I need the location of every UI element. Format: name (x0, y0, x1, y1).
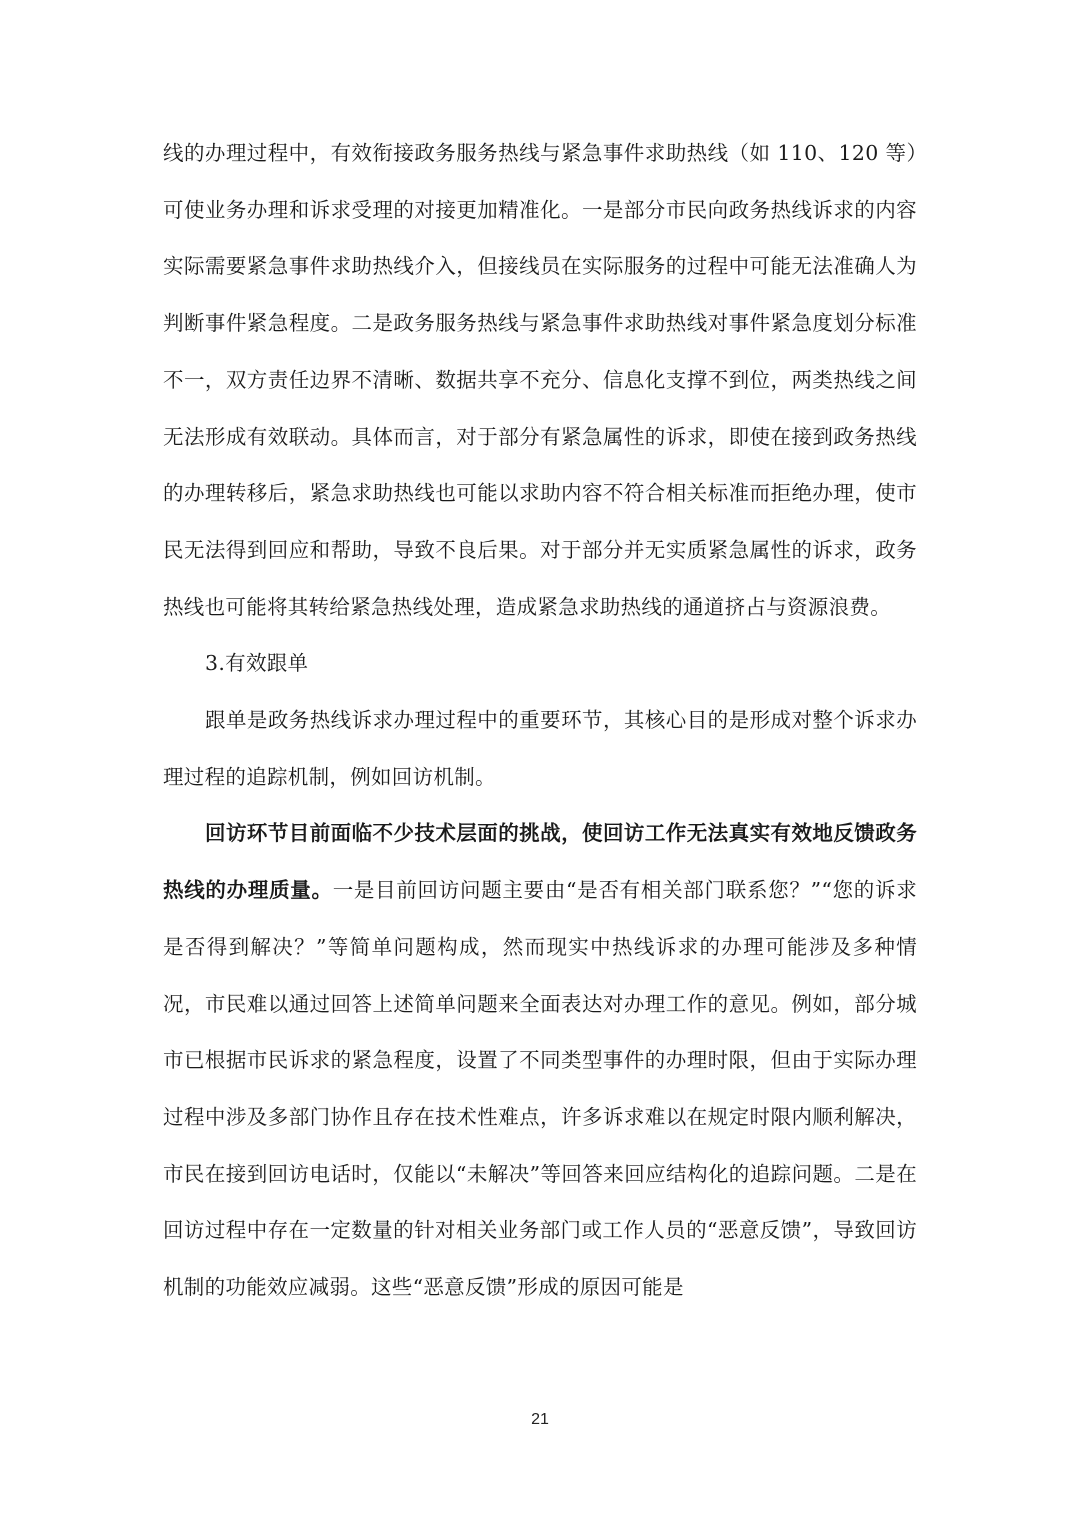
section-heading-effective-follow-up: 3.有效跟单 (205, 651, 309, 676)
paragraph-follow-up-definition: 跟单是政务热线诉求办理过程中的重要环节，其核心目的是形成对整个诉求办理过程的追踪机制，例如回访机制。 (163, 708, 917, 789)
paragraph-hotline-coordination: 线的办理过程中，有效衔接政务服务热线与紧急事件求助热线（如 110、120 等）可使业务办理和诉求受理的对接更加精准化。一是部分市民向政务热线诉求的内容实际需要紧急事件求助热线介入，但接线员在实际服务的过程中可能无法准确人为判断事件紧急程度。二是政务服务热线与紧急事件求助热线对事件紧急度划分标准不一，双方责任边界不清晰、数据共享不充分、信息化支撑不到位，两类热线之间无法形成有效联动。具体而言，对于部分有紧急属性的诉求，即使在接到政务热线的办理转移后，紧急求助热线也可能以求助内容不符合相关标准而拒绝办理，使市民无法得到回应和帮助，导致不良后果。对于部分并无实质紧急属性的诉求，政务热线也可能将其转给紧急热线处理，造成紧急求助热线的通道挤占与资源浪费。 (163, 141, 917, 619)
paragraph-return-visit-challenges (163, 805, 917, 1315)
paragraph-continuation: 一是目前回访问题主要由“是否有相关部门联系您？”“您的诉求是否得到解决？”等简单问题构成，然而现实中热线诉求的办理可能涉及多种情况，市民难以通过回答上述简单问题来全面表达对办理工作的意见。例如，部分城市已根据市民诉求的紧急程度，设置了不同类型事件的办理时限，但由于实际办理过程中涉及多部门协作且存在技术性难点，许多诉求难以在规定时限内顺利解决，市民在接到回访电话时，仅能以“未解决”等回答来回应结构化的追踪问题。二是在回访过程中存在一定数量的针对相关业务部门或工作人员的“恶意反馈”，导致回访机制的功能效应减弱。这些“恶意反馈”形成的原因可能是 (163, 878, 917, 1300)
bold-lead-sentence: 回访环节目前面临不少技术层面的挑战，使回访工作无法真实有效地反馈政务热线的办理质量。 (163, 821, 917, 903)
body-text (163, 125, 917, 1316)
page-number: 21 (531, 1411, 549, 1428)
